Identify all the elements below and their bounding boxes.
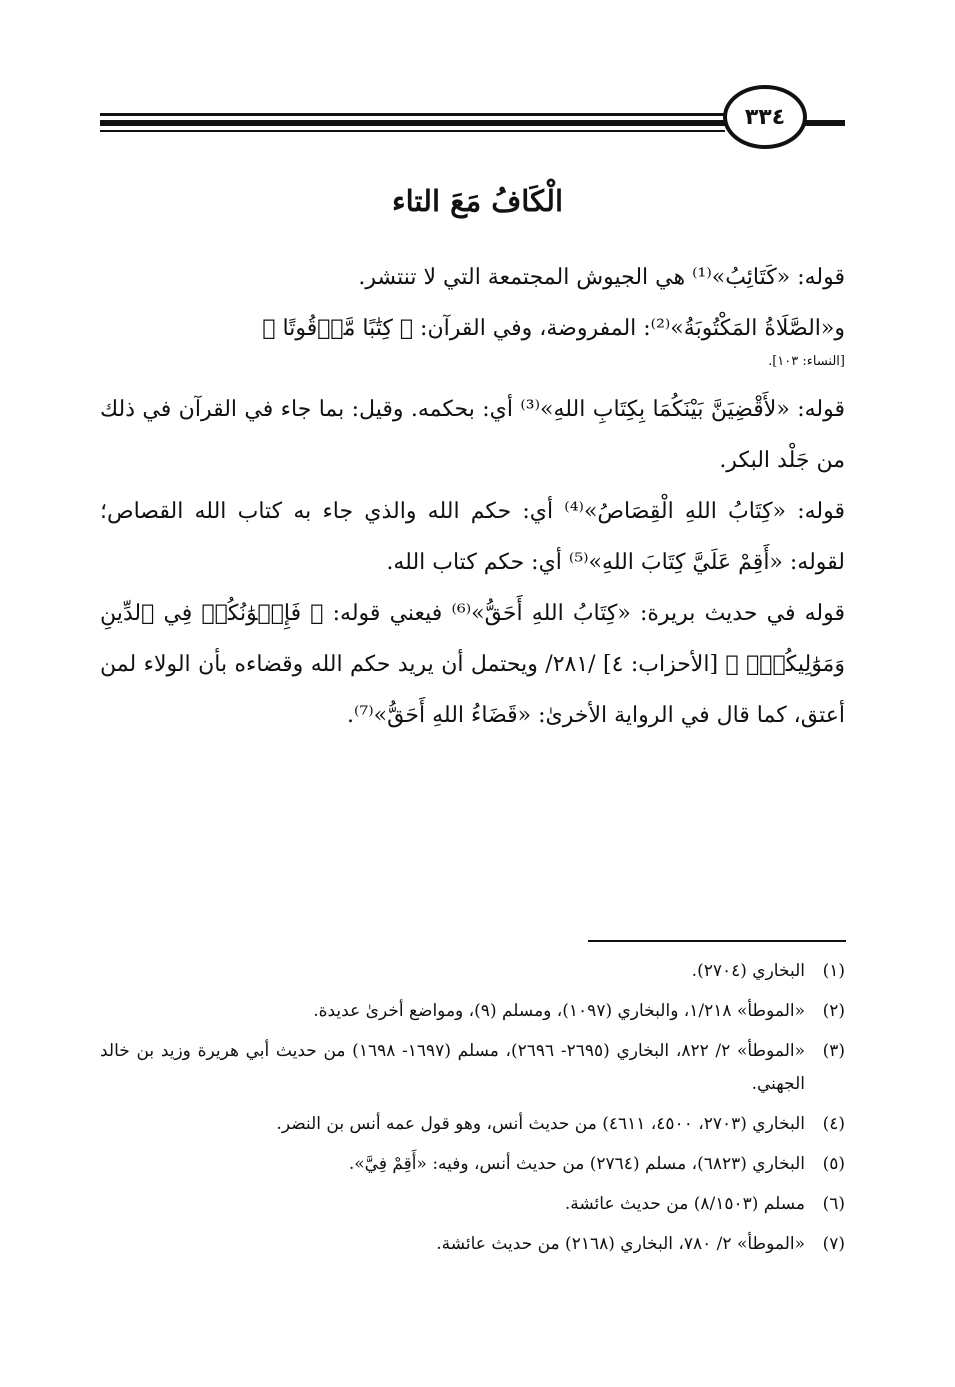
- footnote-separator: [588, 940, 846, 942]
- footnote-number: (٧): [822, 1234, 845, 1254]
- paragraph-salat-maktuba: و«الصَّلَاةُ المَكْتُوبَةُ»⁽²⁾: المفروضة، وفي القرآن: ﴿ كِتَٰبًا مَّوۡقُوتًا ﴾: [262, 316, 845, 341]
- page-heading: الْكَافُ مَعَ التاء: [391, 184, 564, 218]
- footnote-item: [100, 1035, 845, 1101]
- quran-reference: [النساء: ١٠٣].: [768, 354, 845, 369]
- footnote-text: «الموطأ» ١/٢١٨، والبخاري (١٠٩٧)، ومسلم (٩)، ومواضع أخرىٰ عديدة.: [313, 1001, 805, 1021]
- header-rule-middle: [100, 120, 725, 126]
- header-rule-bottom: [100, 130, 725, 132]
- footnote-number: (٥): [822, 1154, 845, 1174]
- header-rule-top: [100, 113, 725, 116]
- paragraph-laqdiyanna: قوله: «لأَقْضِيَنَّ بَيْنَكُمَا بِكِتَابِ اللهِ»⁽³⁾ أي: بحكمه. وقيل: بما جاء في القرآن في ذلك من جَلْد البكر.: [100, 397, 845, 473]
- footnotes: [100, 955, 845, 1268]
- footnote-item: [100, 995, 845, 1028]
- main-text: [100, 252, 845, 741]
- footnote-number: (٢): [822, 1001, 845, 1021]
- footnote-item: [100, 1148, 845, 1181]
- page-number: ٣٣٤: [723, 85, 807, 149]
- paragraph-barira: قوله في حديث بريرة: «كِتَابُ اللهِ أَحَقُّ»⁽⁶⁾ فيعني قوله: ﴿ فَإِخۡوَٰنُكُمۡ فِي ٱلدِّينِ وَمَوَٰلِيكُمۡۚ ﴾ [الأحزاب: ٤] /٢٨١/ ويحتمل أن يريد حكم الله وقضاءه بأن الولاء لمن أعتق، كما قال في الرواية الأخرىٰ: «قَضَاءُ اللهِ أَحَقُّ»⁽⁷⁾.: [100, 601, 845, 728]
- paragraph-kitab-qisas: قوله: «كِتَابُ اللهِ الْقِصَاصُ»⁽⁴⁾ أي: حكم الله والذي جاء به كتاب الله القصاص؛ لقوله: «أَقِمْ عَلَيَّ كِتَابَ اللهِ»⁽⁵⁾ أي: حكم كتاب الله.: [100, 499, 845, 575]
- footnote-item: [100, 1188, 845, 1221]
- footnote-number: (٤): [822, 1114, 845, 1134]
- footnote-number: (٦): [822, 1194, 845, 1214]
- footnote-text: مسلم (٨/١٥٠٣) من حديث عائشة.: [564, 1194, 805, 1214]
- footnote-number: (١): [822, 961, 845, 981]
- footnote-text: البخاري (٦٨٢٣)، مسلم (٢٧٦٤) من حديث أنس، وفيه: «أَقِمْ فِيَّ».: [348, 1154, 805, 1174]
- footnote-item: [100, 1228, 845, 1261]
- footnote-number: (٣): [822, 1041, 845, 1061]
- footnote-text: «الموطأ» ٢/ ٧٨٠، البخاري (٢١٦٨) من حديث عائشة.: [436, 1234, 805, 1254]
- footnote-text: «الموطأ» ٢/ ٨٢٢، البخاري (٢٦٩٥- ٢٦٩٦)، مسلم (١٦٩٧- ١٦٩٨) من حديث أبي هريرة وزيد بن خالد الجهني.: [100, 1041, 806, 1094]
- footnote-item: [100, 955, 845, 988]
- footnote-text: البخاري (٢٧٠٤).: [691, 961, 805, 981]
- footnote-item: [100, 1108, 845, 1141]
- header-rule-right: [805, 120, 845, 126]
- paragraph-katayib: قوله: «كَتَائِبُ»⁽¹⁾ هي الجيوش المجتمعة التي لا تنتشر.: [358, 265, 845, 290]
- footnote-text: البخاري (٢٧٠٣، ٤٥٠٠، ٤٦١١) من حديث أنس، وهو قول عمه أنس بن النضر.: [276, 1114, 805, 1134]
